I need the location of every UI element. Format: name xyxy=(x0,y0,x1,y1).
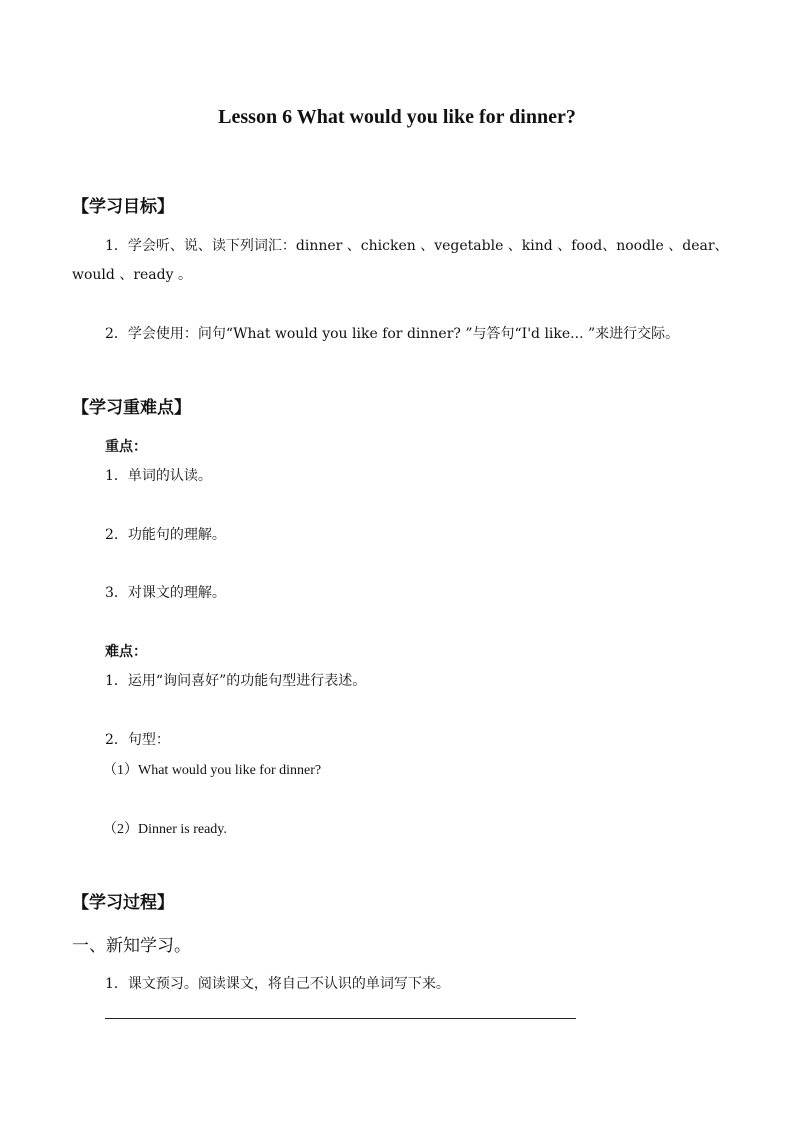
goal-item-1-line-1: 1．学会听、说、读下列词汇：dinner 、chicken 、vegetable 、kind 、food、noodle 、dear、 xyxy=(105,238,729,254)
goal-item-2: 2．学会使用：问句“What would you like for dinner? ”与答句“I'd like... ”来进行交际。 xyxy=(105,326,680,342)
key-item-2: 2．功能句的理解。 xyxy=(105,527,226,543)
key-item-3: 3．对课文的理解。 xyxy=(105,585,226,601)
answer-line xyxy=(105,1018,576,1019)
page-title: Lesson 6 What would you like for dinner? xyxy=(218,106,576,128)
difficult-item-1: 1．运用“询问喜好”的功能句型进行表述。 xyxy=(105,673,367,689)
sentence-1: （1）What would you like for dinner? xyxy=(103,763,322,778)
process-task-1: 1．课文预习。阅读课文，将自己不认识的单词写下来。 xyxy=(105,976,450,992)
section-heading-goals: 【学习目标】 xyxy=(72,197,174,217)
section-heading-process: 【学习过程】 xyxy=(72,893,174,913)
key-item-1: 1．单词的认读。 xyxy=(105,468,212,484)
key-label: 重点： xyxy=(105,439,147,455)
difficult-item-2: 2．句型： xyxy=(105,732,170,748)
section-heading-key-points: 【学习重难点】 xyxy=(72,398,191,418)
sentence-2: （2）Dinner is ready. xyxy=(103,822,227,837)
goal-item-1-line-2: would 、ready 。 xyxy=(72,267,192,283)
process-part-1: 一、新知学习。 xyxy=(72,936,191,956)
difficult-label: 难点： xyxy=(105,644,147,660)
